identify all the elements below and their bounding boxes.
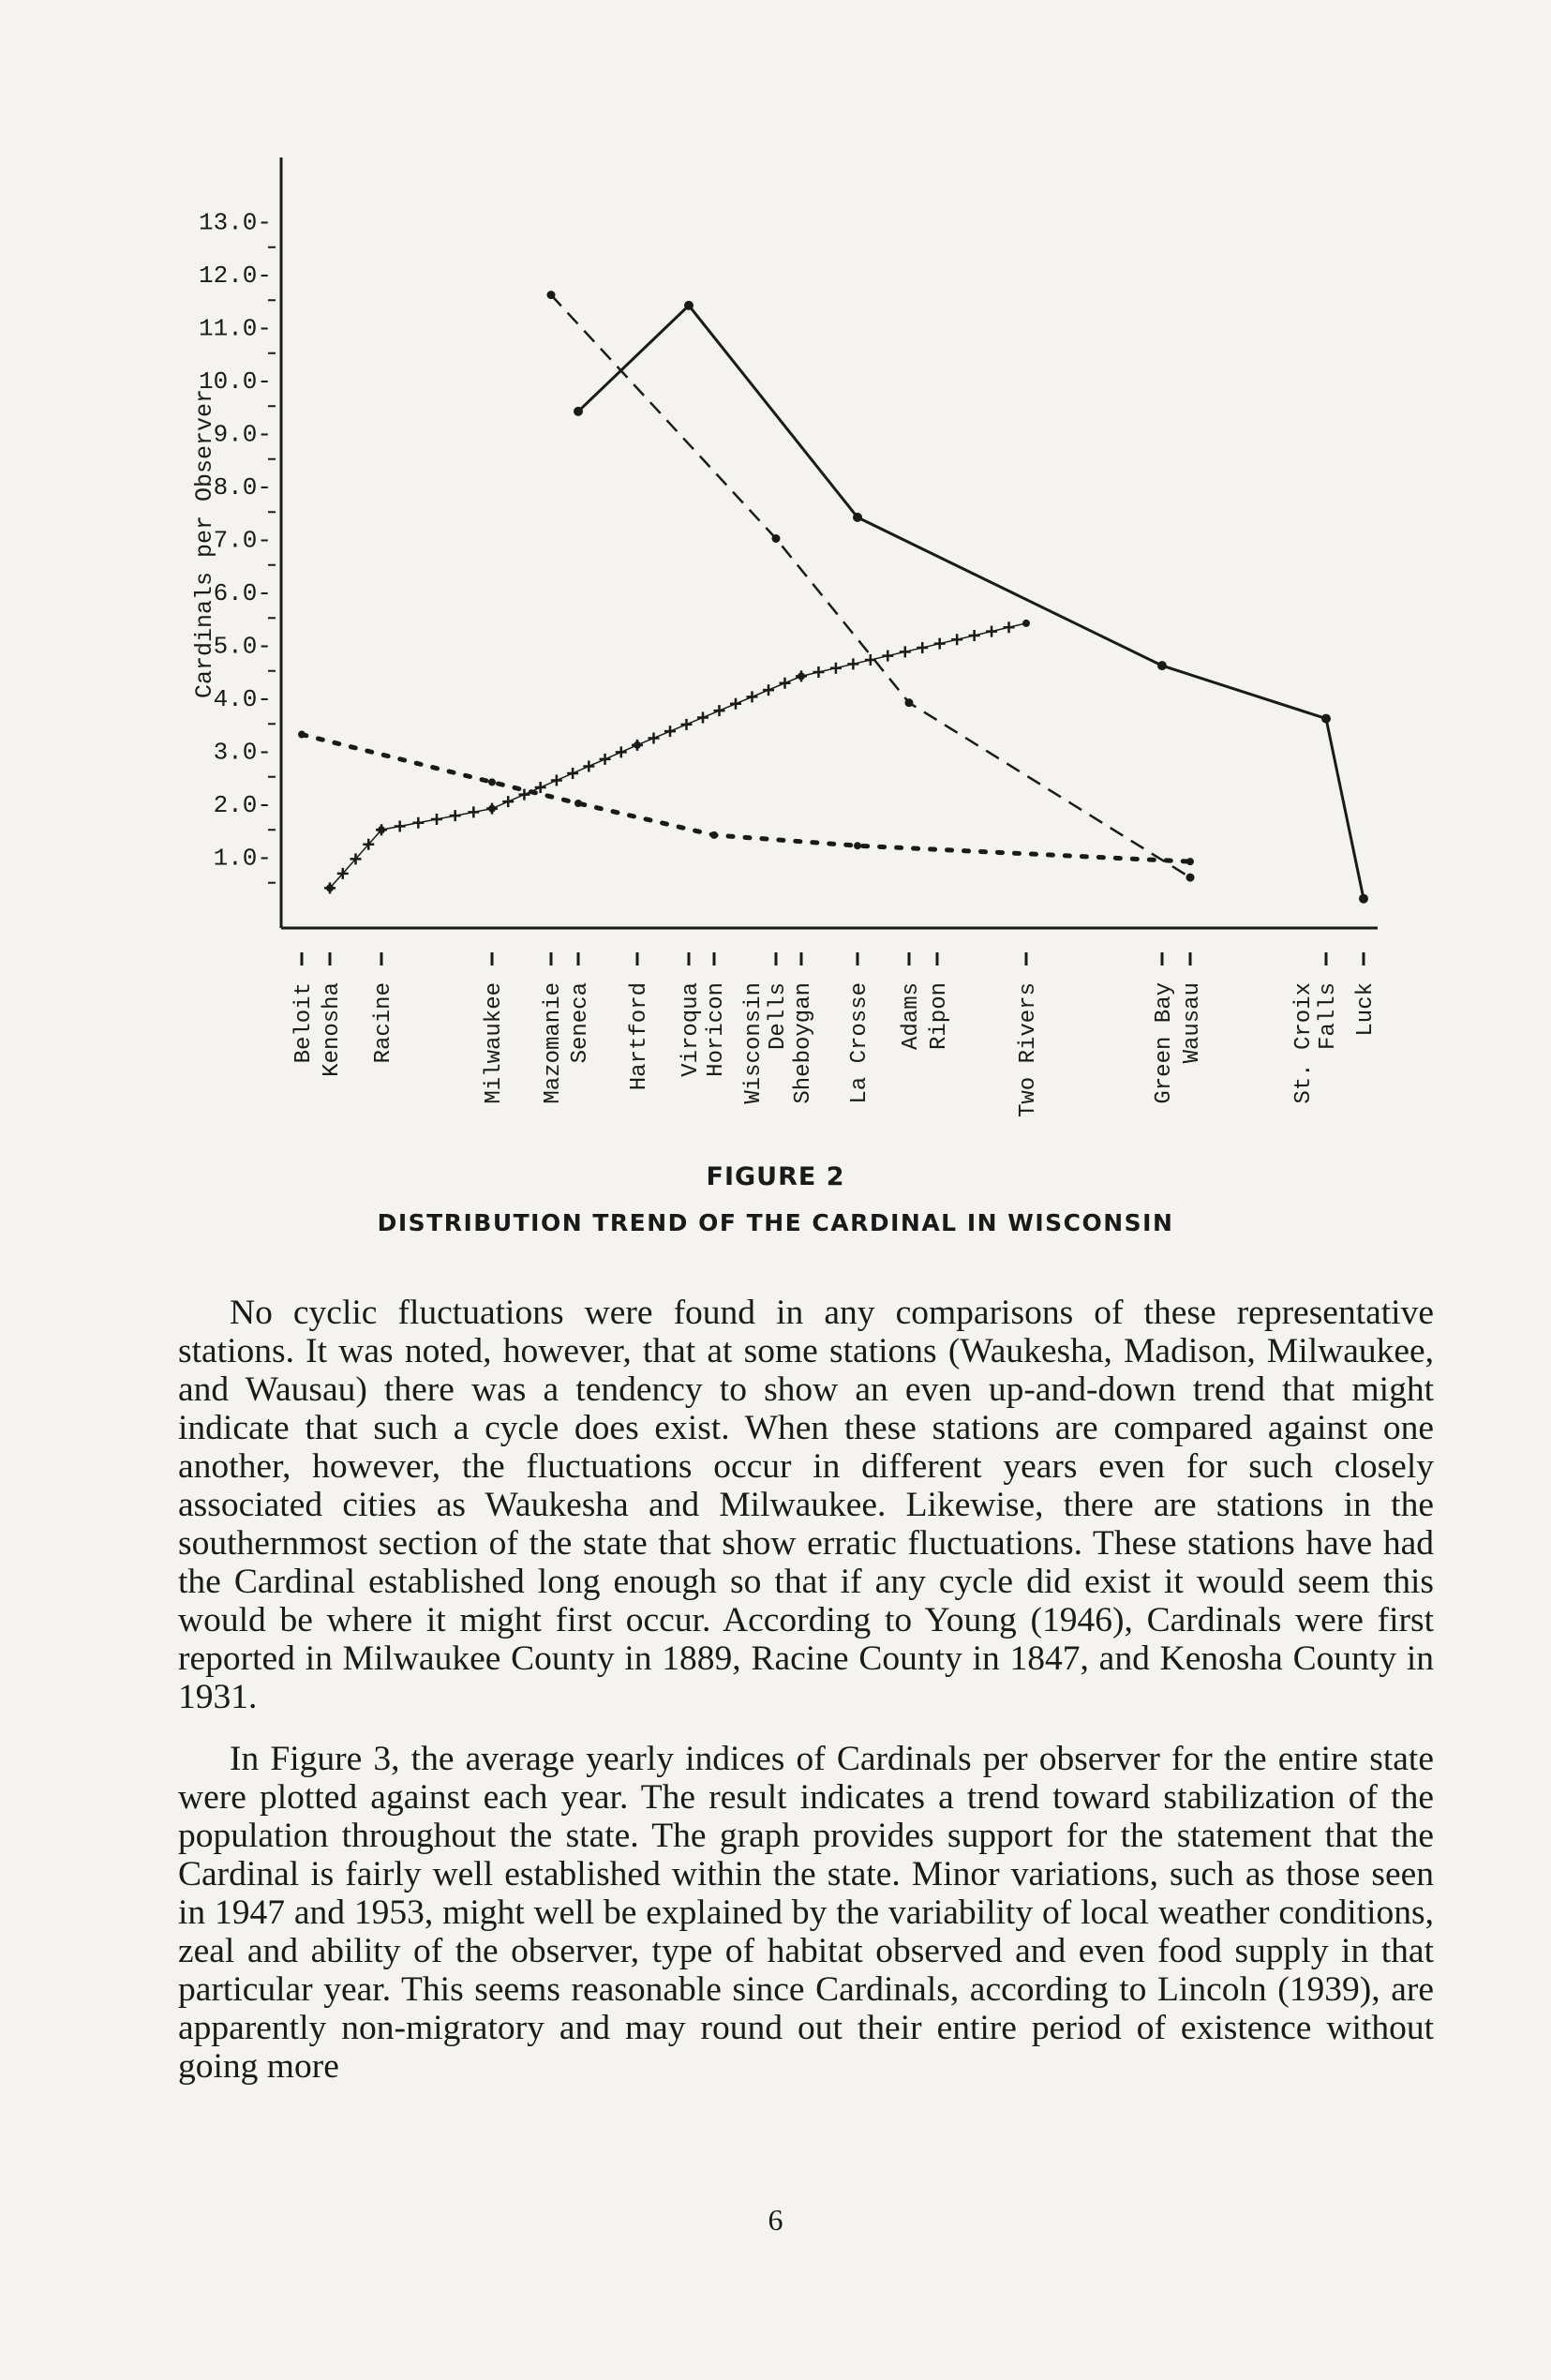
series-solid-line (578, 306, 1364, 899)
x-category-label: Ripon (927, 982, 952, 1051)
x-category-label: Wausau (1180, 982, 1205, 1064)
series-cross-mark (900, 646, 911, 657)
series-layer (298, 291, 1368, 904)
x-category-label: St. Croix (1291, 982, 1317, 1104)
series-cross-mark (882, 651, 893, 662)
x-category-label: Two Rivers (1016, 982, 1041, 1118)
series-crosses-point (326, 884, 334, 891)
x-category-label: Hartford (627, 982, 652, 1091)
x-category-label: Viroqua (679, 982, 704, 1077)
series-cross-mark (934, 638, 946, 650)
paragraph-1: No cyclic fluctuations were found in any comparisons of these representative stations. It was noted, however, that at some stations (Waukesha, Madison, Milwaukee, and Wausau) there was a tendency to show an even up-and-down trend that might indicate that such a cycle does exist. When these stations are compared against one another, however, the fluctuations occur in different years even for such closely associated cities as Waukesha and Milwaukee. Likewise, there are stations in the southernmost section of the state that show erratic fluctuations. These stations have had the Cardinal established long enough so that if any cycle did exist it would seem this would be where it might first occur. According to Young (1946), Cardinals were first reported in Milwaukee County in 1889, Racine County in 1847, and Kenosha County in 1931. (178, 1294, 1434, 1716)
y-tick-label: 11.0- (198, 314, 272, 343)
series-cross-mark (813, 666, 824, 678)
series-cross-mark (649, 733, 660, 744)
series-dotted-point (1186, 858, 1194, 865)
series-cross-mark (502, 796, 514, 807)
series-cross-mark (917, 642, 928, 653)
series-dashed-point (547, 291, 556, 299)
series-solid-point (574, 407, 583, 416)
x-category-label: Falls (1316, 982, 1341, 1051)
series-dashed-point (905, 698, 914, 707)
figure-caption: DISTRIBUTION TREND OF THE CARDINAL IN WISCONSIN (377, 1209, 1174, 1236)
series-cross-mark (468, 806, 479, 817)
series-cross-mark (664, 726, 676, 737)
y-tick-label: 1.0- (213, 844, 272, 873)
series-cross-mark (395, 820, 406, 831)
paragraph-2: In Figure 3, the average yearly indices of Cardinals per observer for the entire state were plotted against each year. The result indicates a trend toward stabilization of the population throughout the state. The graph provides support for the statement that the Cardinal is fairly well established within the state. Minor variations, such as those seen in 1947 and 1953, might well be explained by the variability of local weather conditions, zeal and ability of the observer, type of habitat observed and even food supply in that particular year. This seems reasonable since Cardinals, according to Lincoln (1939), are apparently non-migratory and may round out their entire period of existence without going more (178, 1740, 1434, 2086)
series-solid-point (684, 301, 693, 310)
series-solid-point (1321, 714, 1331, 724)
y-tick-label: 10.0- (198, 367, 272, 396)
series-crosses-point (798, 672, 805, 680)
x-category-label: La Crosse (847, 982, 872, 1104)
x-category-label: Beloit (291, 982, 317, 1064)
series-dotted-point (710, 831, 718, 839)
x-category-label: Luck (1353, 982, 1379, 1037)
series-cross-mark (865, 654, 876, 666)
series-solid-point (1359, 894, 1368, 904)
page-number: 6 (768, 2203, 783, 2237)
series-dotted-point (574, 800, 582, 807)
body-text (178, 1294, 1434, 2109)
y-tick-label: 7.0- (213, 526, 272, 555)
series-cross-mark (986, 626, 997, 637)
x-category-label: Horicon (704, 982, 729, 1077)
series-dotted-point (854, 842, 861, 849)
series-dashed-line (551, 295, 1190, 878)
series-cross-mark (583, 760, 594, 771)
series-dotted-point (488, 778, 496, 786)
x-category-label: Kenosha (320, 982, 345, 1077)
series-cross-mark (681, 719, 693, 730)
series-cross-mark (600, 754, 611, 765)
series-cross-mark (714, 705, 725, 716)
x-category-label: Milwaukee (482, 982, 507, 1104)
series-cross-mark (830, 663, 842, 674)
series-cross-mark (616, 746, 627, 757)
series-crosses-point (488, 805, 496, 813)
series-cross-mark (450, 810, 461, 821)
series-cross-mark (763, 684, 774, 696)
series-cross-mark (551, 775, 562, 786)
y-tick-label: 9.0- (213, 420, 272, 449)
series-cross-mark (951, 634, 962, 645)
series-cross-mark (431, 814, 442, 825)
x-category-label: Green Bay (1152, 982, 1177, 1104)
x-category-label: Mazomanie (541, 982, 566, 1104)
series-cross-mark (969, 630, 980, 641)
x-category-label: Sheboygan (791, 982, 816, 1104)
series-crosses-point (1022, 620, 1030, 627)
series-solid-point (853, 513, 862, 522)
y-tick-label: 13.0- (198, 208, 272, 237)
x-category-label: Seneca (568, 982, 593, 1064)
y-tick-label: 5.0- (213, 632, 272, 661)
series-cross-mark (747, 691, 758, 702)
distribution-chart (0, 0, 1551, 1153)
series-cross-mark (1004, 621, 1015, 633)
series-crosses-point (378, 826, 385, 833)
y-tick-label: 4.0- (213, 685, 272, 713)
y-tick-label: 8.0- (213, 473, 272, 501)
series-solid-point (1157, 661, 1167, 670)
series-crosses-point (634, 741, 641, 749)
x-category-label: Dells (766, 982, 791, 1051)
x-category-label: Adams (899, 982, 924, 1051)
series-dashed-point (772, 534, 781, 543)
series-dotted-line (302, 735, 1190, 862)
series-cross-mark (730, 698, 741, 710)
series-cross-mark (847, 658, 858, 669)
series-cross-mark (567, 768, 578, 779)
series-cross-mark (412, 817, 424, 829)
y-tick-label: 3.0- (213, 738, 272, 767)
y-tick-label: 2.0- (213, 791, 272, 819)
y-tick-label: 6.0- (213, 579, 272, 607)
y-axis-label: Cardinals per Observer (191, 388, 218, 699)
series-cross-mark (780, 678, 791, 689)
x-category-label: Racine (371, 982, 396, 1064)
figure-number: FIGURE 2 (706, 1162, 845, 1191)
y-tick-label: 12.0- (198, 262, 272, 290)
series-dotted-point (298, 731, 306, 739)
x-axis (281, 928, 1379, 1117)
series-cross-mark (697, 711, 708, 723)
series-dashed-point (1186, 874, 1195, 882)
x-category-label: Wisconsin (741, 982, 767, 1104)
series-crosses-line (330, 623, 1026, 889)
